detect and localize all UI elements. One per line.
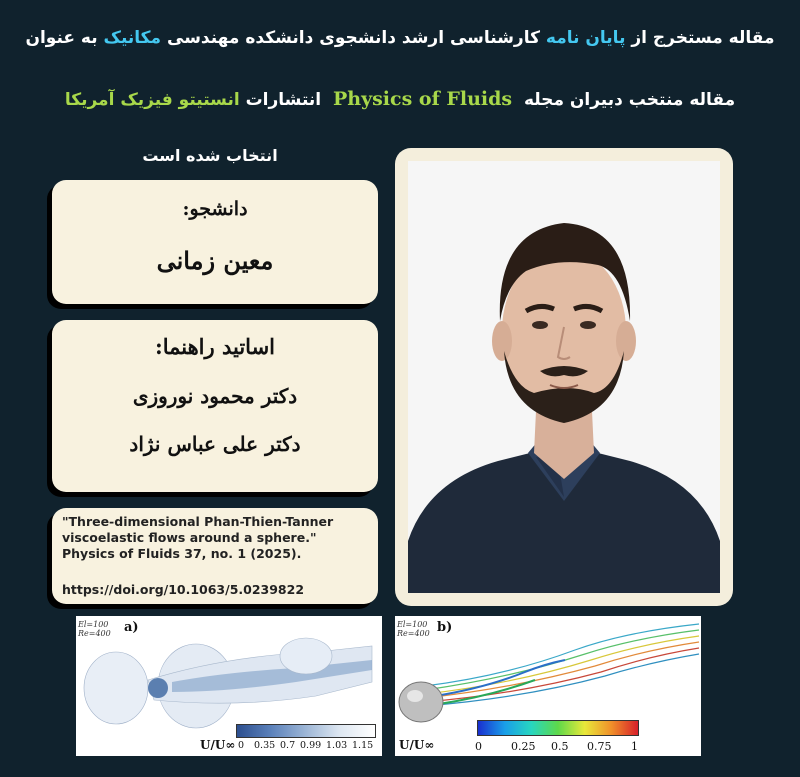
figure-panel-b xyxy=(395,616,701,756)
header-line-2 xyxy=(10,88,790,110)
student-name: معین زمانی xyxy=(156,246,274,275)
photo-frame xyxy=(395,148,733,606)
colorbar-tick: 0.25 xyxy=(511,740,536,753)
colorbar-label: U/U∞ xyxy=(200,738,236,752)
student-label: دانشجو: xyxy=(182,198,248,220)
panel-label: b) xyxy=(437,620,453,635)
colorbar-tick: 1.15 xyxy=(352,740,374,751)
flow-parameters: El=100 Re=400 xyxy=(397,620,430,638)
colorbar-tick: 0 xyxy=(238,740,245,751)
advisors-label: اساتید راهنما: xyxy=(154,334,276,359)
journal-name: Physics of Fluids xyxy=(332,88,513,110)
advisor-name: دکتر علی عباس نژاد xyxy=(129,432,301,456)
header-text: به عنوان xyxy=(25,28,98,48)
header-line-3: انتخاب شده است xyxy=(142,146,278,165)
colorbar-label: U/U∞ xyxy=(399,738,435,752)
reference-card xyxy=(52,508,378,604)
header-text: انتشارات xyxy=(245,90,322,110)
colorbar-tick: 0.5 xyxy=(551,740,569,753)
header-highlight: پایان نامه xyxy=(545,28,626,48)
colorbar xyxy=(477,720,639,736)
header-text: مقاله مستخرج از xyxy=(631,28,775,48)
colorbar xyxy=(236,724,376,738)
advisors-card xyxy=(52,320,378,492)
figure-panel-a xyxy=(76,616,382,756)
colorbar-tick: 1.03 xyxy=(326,740,348,751)
colorbar-tick: 0 xyxy=(475,740,482,753)
header-text: مقاله منتخب دبیران مجله xyxy=(523,90,736,110)
colorbar-tick: 0.35 xyxy=(254,740,276,751)
header-text: کارشناسی ارشد دانشجوی دانشکده مهندسی xyxy=(167,28,540,48)
reference-citation: "Three-dimensional Phan-Thien-Tanner viscoelastic flows around a sphere." Physics of Fluids 37, no. 1 (2025). xyxy=(62,514,334,561)
header-line-1 xyxy=(10,28,790,48)
flow-parameters: El=100 Re=400 xyxy=(78,620,111,638)
header-highlight: انستیتو فیزیک آمریکا xyxy=(64,90,240,110)
header-highlight: مکانیک xyxy=(103,28,162,48)
doi-link[interactable]: https://doi.org/10.1063/5.0239822 xyxy=(62,582,305,597)
student-portrait xyxy=(408,161,720,593)
colorbar-tick: 0.99 xyxy=(300,740,322,751)
student-card xyxy=(52,180,378,304)
advisor-name: دکتر محمود نوروزی xyxy=(132,384,298,408)
colorbar-tick: 0.75 xyxy=(587,740,612,753)
panel-label: a) xyxy=(124,620,139,635)
colorbar-tick: 0.7 xyxy=(280,740,296,751)
colorbar-tick: 1 xyxy=(631,740,638,753)
